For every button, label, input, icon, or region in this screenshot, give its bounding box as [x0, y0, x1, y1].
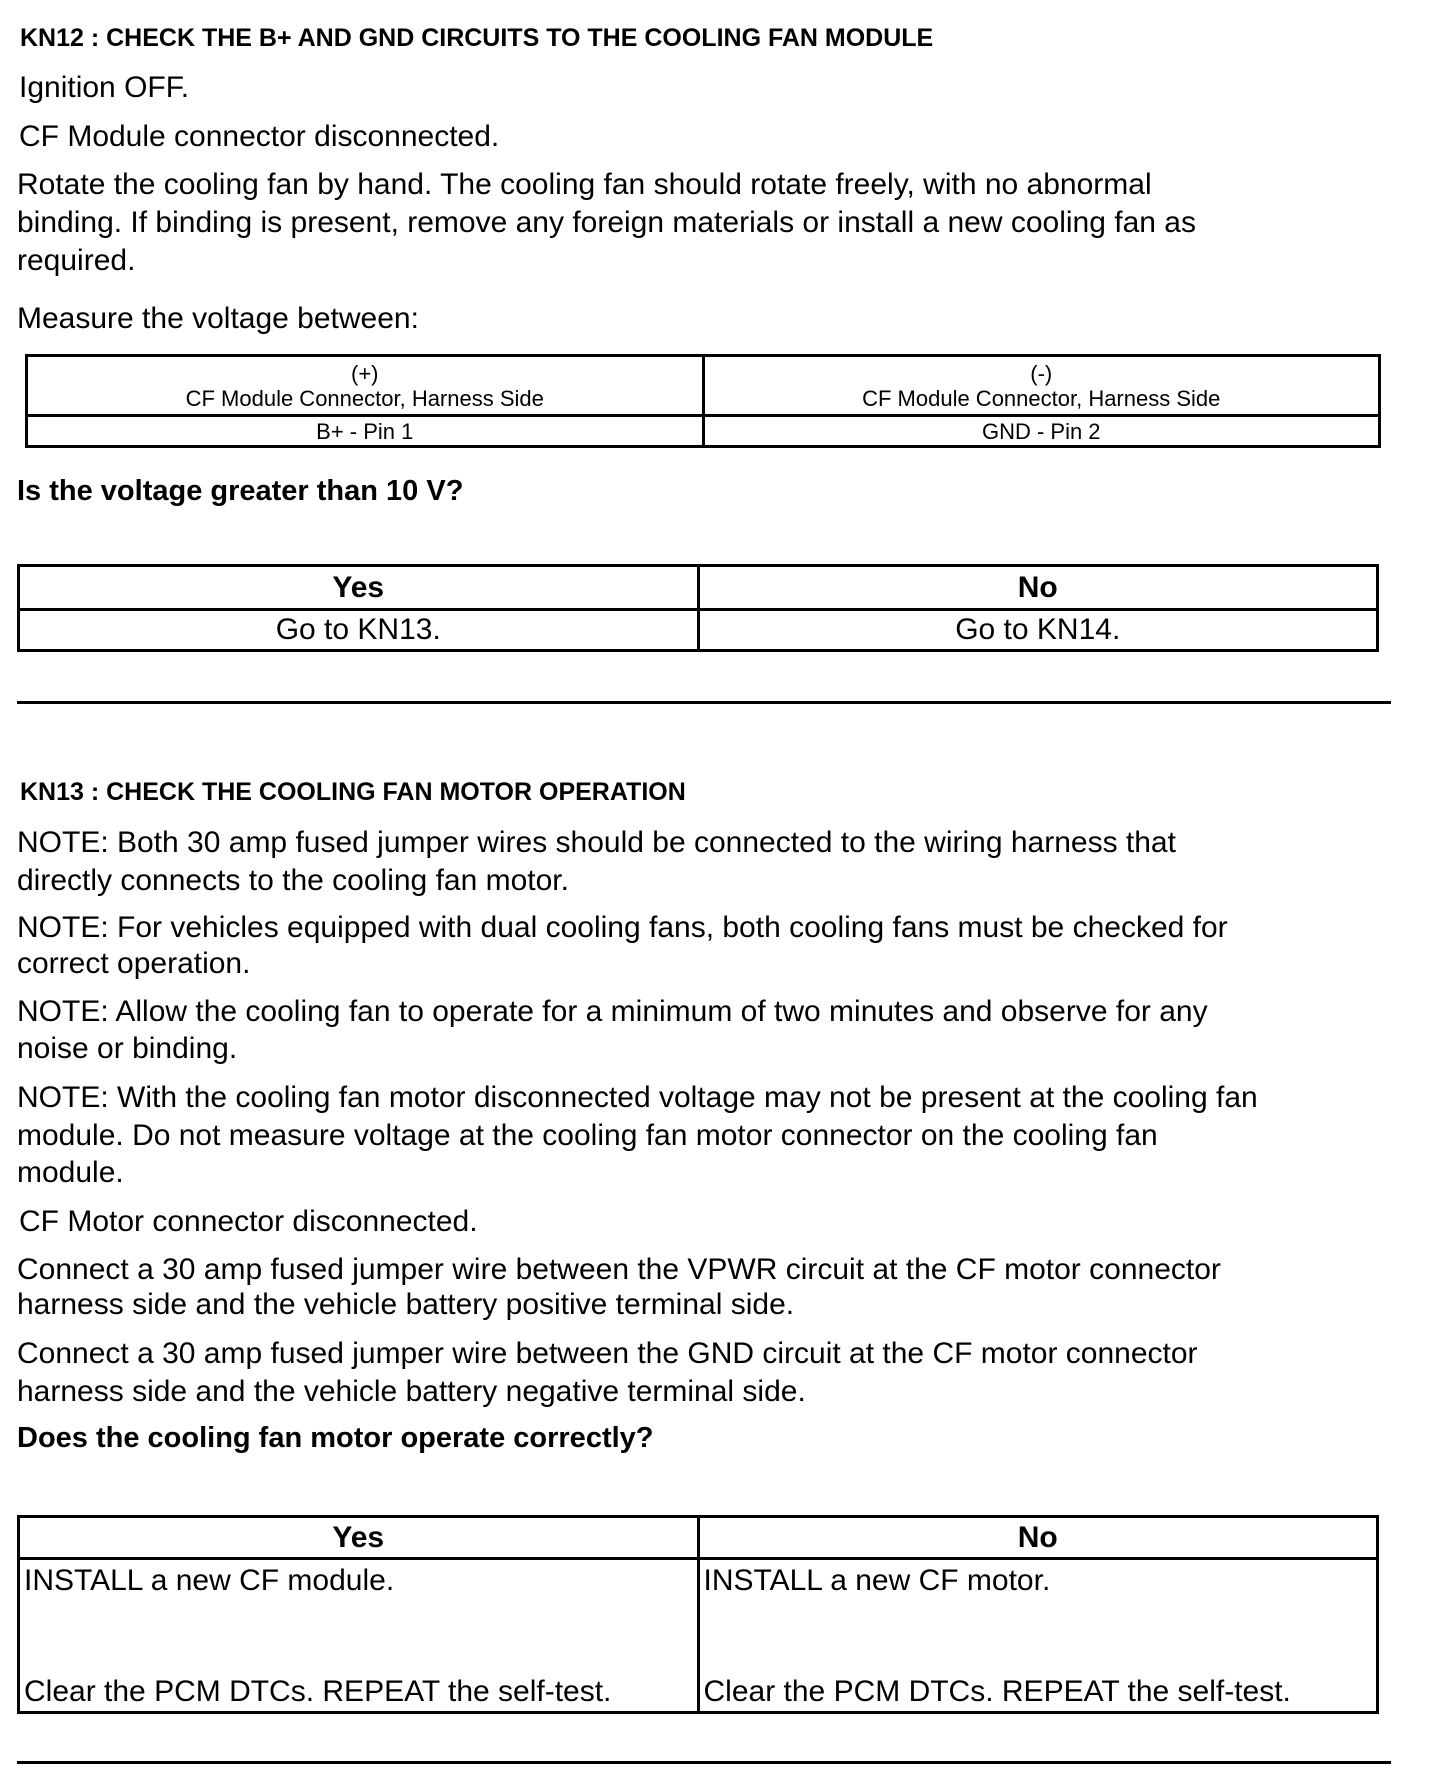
step-text-line: Rotate the cooling fan by hand. The cooling fan should rotate freely, with no abnormal	[17, 168, 1152, 201]
step-text-line: Connect a 30 amp fused jumper wire between the GND circuit at the CF motor connector	[17, 1337, 1198, 1370]
question: Does the cooling fan motor operate correctly?	[17, 1422, 654, 1454]
action-line: INSTALL a new CF motor.	[703, 1564, 1051, 1597]
step-text: CF Motor connector disconnected.	[19, 1205, 478, 1238]
measure-value: GND - Pin 2	[703, 416, 1380, 447]
step-text: Measure the voltage between:	[17, 302, 419, 335]
note-line: NOTE: With the cooling fan motor disconnected voltage may not be present at the cooling fan	[17, 1081, 1258, 1114]
answer-yes-action: Go to KN13.	[19, 610, 699, 651]
note-line: NOTE: Both 30 amp fused jumper wires should be connected to the wiring harness that	[17, 826, 1176, 859]
step-text-line: Connect a 30 amp fused jumper wire between the VPWR circuit at the CF motor connector	[17, 1253, 1221, 1286]
header-label: CF Module Connector, Harness Side	[862, 385, 1221, 411]
note-line: module. Do not measure voltage at the cooling fan motor connector on the cooling fan	[17, 1119, 1158, 1152]
answer-table	[17, 1515, 1379, 1714]
step-text: CF Module connector disconnected.	[19, 120, 500, 153]
question: Is the voltage greater than 10 V?	[17, 475, 464, 507]
answer-header-yes: Yes	[19, 1517, 699, 1559]
step-text-line: harness side and the vehicle battery positive terminal side.	[17, 1288, 795, 1321]
section-divider	[17, 1761, 1391, 1764]
step-text-line: harness side and the vehicle battery negative terminal side.	[17, 1375, 806, 1408]
action-line: Clear the PCM DTCs. REPEAT the self-test.	[703, 1675, 1291, 1708]
note-line: NOTE: For vehicles equipped with dual cooling fans, both cooling fans must be checked for	[17, 911, 1228, 944]
section-divider	[17, 701, 1391, 704]
step-text: Ignition OFF.	[19, 71, 190, 104]
answer-yes-action	[19, 1559, 699, 1713]
step-text-line: binding. If binding is present, remove any foreign materials or install a new cooling fan as	[17, 206, 1196, 239]
note-line: noise or binding.	[17, 1032, 238, 1065]
measure-table	[25, 354, 1381, 448]
answer-no-action	[698, 1559, 1378, 1713]
section-heading: KN13 : CHECK THE COOLING FAN MOTOR OPERATION	[20, 778, 686, 806]
header-label: CF Module Connector, Harness Side	[185, 385, 544, 411]
action-line: Clear the PCM DTCs. REPEAT the self-test.	[24, 1675, 612, 1708]
action-line: INSTALL a new CF module.	[24, 1564, 395, 1597]
note-line: correct operation.	[17, 947, 251, 980]
note-line: directly connects to the cooling fan motor.	[17, 864, 569, 897]
step-text-line: required.	[17, 244, 136, 277]
note-line: NOTE: Allow the cooling fan to operate for a minimum of two minutes and observe for any	[17, 995, 1208, 1028]
answer-header-no: No	[698, 1517, 1378, 1559]
sign-label: (+)	[351, 360, 379, 386]
answer-header-yes: Yes	[19, 566, 699, 610]
measure-header-negative	[703, 356, 1380, 416]
answer-no-action: Go to KN14.	[698, 610, 1378, 651]
section-heading: KN12 : CHECK THE B+ AND GND CIRCUITS TO THE COOLING FAN MODULE	[20, 24, 934, 52]
note-line: module.	[17, 1156, 124, 1189]
measure-value: B+ - Pin 1	[27, 416, 704, 447]
sign-label: (-)	[1030, 360, 1053, 386]
answer-table	[17, 564, 1379, 652]
measure-header-positive	[27, 356, 704, 416]
answer-header-no: No	[698, 566, 1378, 610]
